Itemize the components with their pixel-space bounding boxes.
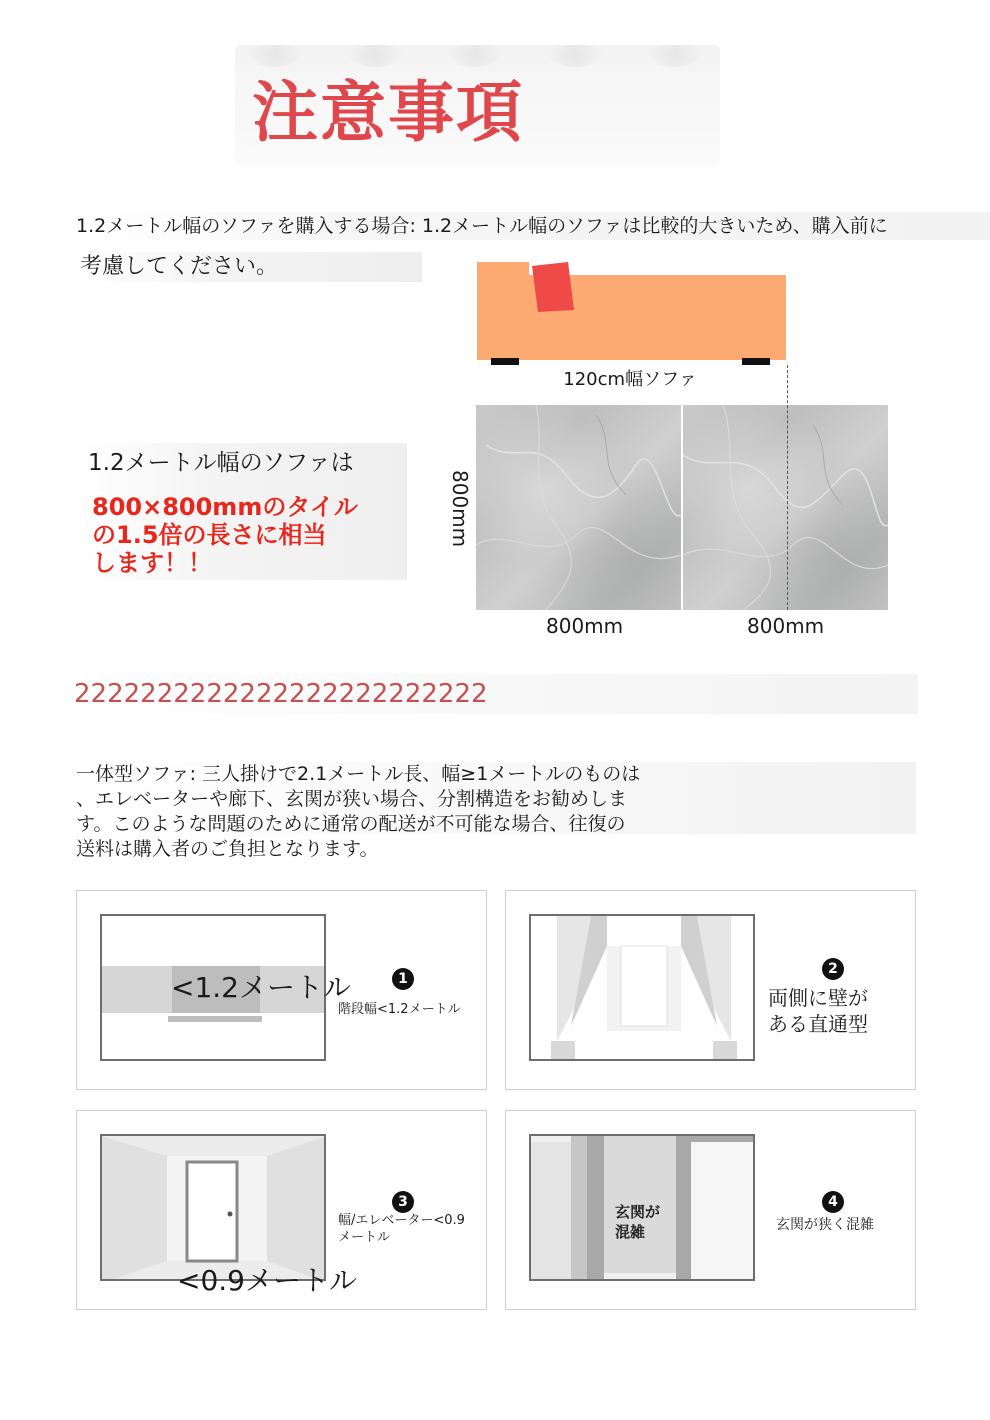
panel-entrance bbox=[505, 1110, 916, 1310]
corridor-illustration bbox=[529, 914, 755, 1061]
number-badge-3: 3 bbox=[392, 1191, 414, 1213]
marble-tile-right bbox=[683, 405, 888, 610]
sofa-caption: 120cm幅ソファ bbox=[563, 369, 697, 390]
tile-width-label-left: 800mm bbox=[546, 614, 624, 638]
sofa-leg-left bbox=[491, 358, 519, 365]
marble-tile-left bbox=[476, 405, 681, 610]
tile-height-label: 800mm bbox=[448, 470, 472, 548]
sofa-end-dashed-line bbox=[787, 365, 788, 610]
number-badge-4: 4 bbox=[822, 1191, 844, 1213]
sofa-body bbox=[477, 275, 786, 360]
cloud-decoration bbox=[545, 45, 605, 67]
tile-width-label-right: 800mm bbox=[747, 614, 825, 638]
paragraph bbox=[76, 762, 916, 862]
numbers-line: 2222222222222222222222222 bbox=[70, 674, 918, 714]
callout-red-text: 800×800mmのタイル の1.5倍の長さに相当 します！！ bbox=[92, 493, 358, 577]
number-badge-1: 1 bbox=[392, 968, 414, 990]
door-illustration bbox=[100, 1134, 326, 1281]
panel-door bbox=[76, 1110, 487, 1310]
stairs-caption: 階段幅<1.2メートル bbox=[338, 1002, 461, 1017]
intro-line-2: 考慮してください。 bbox=[76, 252, 422, 282]
callout-main-text: 1.2メートル幅のソファは bbox=[88, 450, 354, 476]
cloud-decoration bbox=[445, 45, 505, 67]
paragraph-line: 送料は購入者のご負担となります。 bbox=[76, 838, 379, 860]
corridor-caption: 両側に壁が ある直通型 bbox=[768, 986, 868, 1036]
paragraph-line: す。このような問題のために通常の配送が不可能な場合、往復の bbox=[76, 813, 626, 835]
intro-line-1: 1.2メートル幅のソファを購入する場合: 1.2メートル幅のソファは比較的大きいため、購入前に bbox=[76, 212, 990, 240]
entrance-inner-label: 玄関が 混雑 bbox=[615, 1203, 661, 1241]
number-badge-2: 2 bbox=[822, 958, 844, 980]
panel-corridor bbox=[505, 890, 916, 1090]
page-title: 注意事項 bbox=[252, 74, 524, 151]
sofa-leg-right bbox=[742, 358, 770, 365]
sofa-cushion bbox=[530, 262, 575, 312]
cloud-decoration bbox=[245, 45, 305, 67]
paragraph-line: 、エレベーターや廊下、玄関が狭い場合、分割構造をお勧めしま bbox=[76, 788, 628, 810]
stairs-width-overlay: <1.2メートル bbox=[171, 971, 351, 1004]
door-width-overlay: <0.9メートル bbox=[177, 1264, 357, 1297]
panel-stairs bbox=[76, 890, 487, 1090]
cloud-decoration bbox=[645, 45, 705, 67]
entrance-caption: 玄関が狭く混雑 bbox=[776, 1217, 874, 1233]
entrance-illustration bbox=[529, 1134, 755, 1281]
paragraph-line: 一体型ソファ: 三人掛けで2.1メートル長、幅≥1メートルのものは bbox=[76, 763, 641, 785]
cloud-decoration bbox=[345, 45, 405, 67]
door-caption: 幅/エレベーター<0.9 メートル bbox=[338, 1213, 465, 1245]
